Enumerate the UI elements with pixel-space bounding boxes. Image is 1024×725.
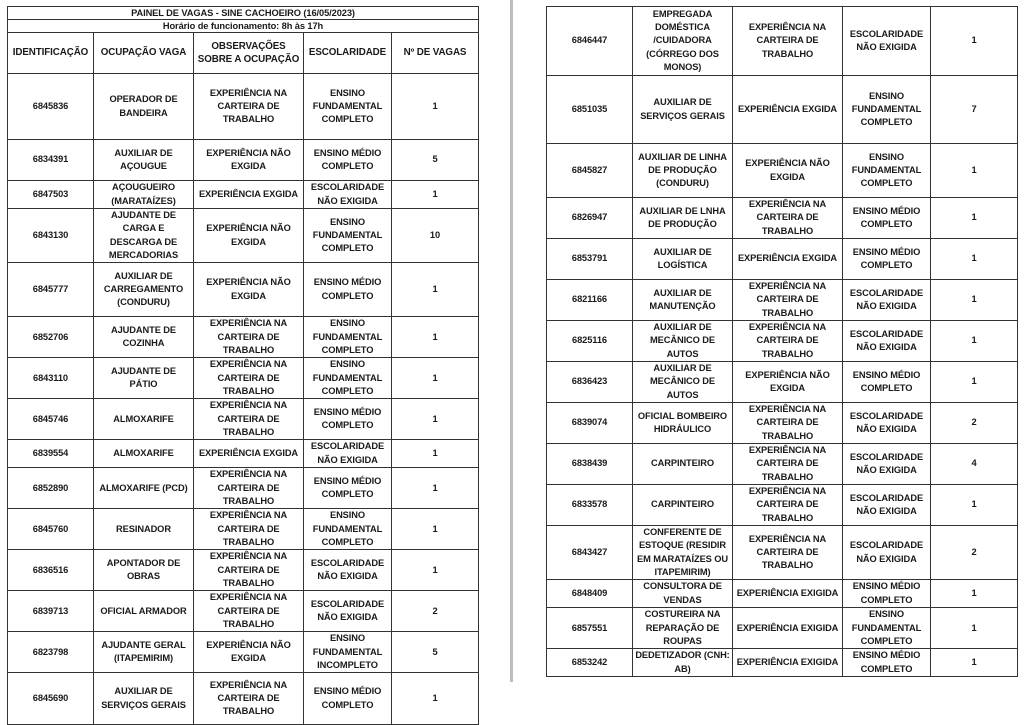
cell-id: 6843110 (8, 358, 94, 399)
cell-occupation: RESINADOR (94, 509, 194, 550)
cell-occupation: CONSULTORA DE VENDAS (633, 580, 733, 608)
cell-occupation: ALMOXARIFE (94, 399, 194, 440)
cell-education: ENSINO MÉDIO COMPLETO (843, 580, 931, 608)
cell-occupation: AUXILIAR DE MECÂNICO DE AUTOS (633, 362, 733, 403)
cell-notes: EXPERIÊNCIA NA CARTEIRA DE TRABALHO (733, 526, 843, 580)
cell-vacancies: 1 (392, 550, 479, 591)
cell-notes: EXPERIÊNCIA EXIGIDA (733, 649, 843, 677)
cell-occupation: AUXILIAR DE LINHA DE PRODUÇÃO (CONDURU) (633, 144, 733, 198)
cell-occupation: OPERADOR DE BANDEIRA (94, 74, 194, 140)
cell-id: 6852890 (8, 468, 94, 509)
cell-occupation: AUXILIAR DE LOGÍSTICA (633, 239, 733, 280)
cell-id: 6845760 (8, 509, 94, 550)
table-row (547, 198, 1018, 239)
cell-notes: EXPERIÊNCIA NA CARTEIRA DE TRABALHO (194, 509, 304, 550)
cell-education: ESCOLARIDADE NÃO EXIGIDA (843, 280, 931, 321)
cell-notes: EXPERIÊNCIA NA CARTEIRA DE TRABALHO (194, 358, 304, 399)
cell-notes: EXPERIÊNCIA NÃO EXGIDA (194, 209, 304, 263)
table-row (547, 444, 1018, 485)
cell-notes: EXPERIÊNCIA NÃO EXGIDA (733, 144, 843, 198)
cell-education: ESCOLARIDADE NÃO EXIGIDA (843, 444, 931, 485)
cell-vacancies: 4 (931, 444, 1018, 485)
cell-occupation: AUXILIAR DE MECÂNICO DE AUTOS (633, 321, 733, 362)
cell-id: 6825116 (547, 321, 633, 362)
cell-notes: EXPERIÊNCIA EXGIDA (194, 440, 304, 468)
cell-education: ESCOLARIDADE NÃO EXIGIDA (843, 321, 931, 362)
cell-occupation: AÇOUGUEIRO (MARATAÍZES) (94, 181, 194, 209)
cell-notes: EXPERIÊNCIA EXGIDA (733, 76, 843, 144)
cell-id: 6838439 (547, 444, 633, 485)
cell-education: ESCOLARIDADE NÃO EXIGIDA (843, 7, 931, 76)
cell-notes: EXPERIÊNCIA NA CARTEIRA DE TRABALHO (194, 74, 304, 140)
cell-education: ENSINO MÉDIO COMPLETO (304, 399, 392, 440)
cell-vacancies: 1 (392, 440, 479, 468)
table-row (547, 403, 1018, 444)
cell-vacancies: 1 (931, 280, 1018, 321)
cell-education: ESCOLARIDADE NÃO EXIGIDA (304, 440, 392, 468)
cell-occupation: CARPINTEIRO (633, 485, 733, 526)
cell-vacancies: 5 (392, 632, 479, 673)
cell-notes: EXPERIÊNCIA EXIGIDA (733, 580, 843, 608)
cell-notes: EXPERIÊNCIA NA CARTEIRA DE TRABALHO (733, 321, 843, 362)
table-row (547, 580, 1018, 608)
cell-education: ESCOLARIDADE NÃO EXIGIDA (843, 526, 931, 580)
cell-notes: EXPERIÊNCIA NA CARTEIRA DE TRABALHO (194, 673, 304, 725)
cell-notes: EXPERIÊNCIA NA CARTEIRA DE TRABALHO (194, 399, 304, 440)
cell-occupation: APONTADOR DE OBRAS (94, 550, 194, 591)
table-row (8, 550, 479, 591)
cell-id: 6833578 (547, 485, 633, 526)
col-header-education: ESCOLARIDADE (304, 33, 392, 74)
cell-notes: EXPERIÊNCIA NA CARTEIRA DE TRABALHO (733, 280, 843, 321)
cell-id: 6834391 (8, 140, 94, 181)
cell-id: 6853242 (547, 649, 633, 677)
page-right (546, 6, 1018, 677)
col-header-vacancies: Nº DE VAGAS (392, 33, 479, 74)
cell-notes: EXPERIÊNCIA NA CARTEIRA DE TRABALHO (733, 198, 843, 239)
cell-occupation: COSTUREIRA NA REPARAÇÃO DE ROUPAS (633, 608, 733, 649)
cell-occupation: AUXILIAR DE SERVIÇOS GERAIS (94, 673, 194, 725)
cell-vacancies: 2 (931, 403, 1018, 444)
cell-id: 6845690 (8, 673, 94, 725)
cell-education: ESCOLARIDADE NÃO EXIGIDA (304, 181, 392, 209)
cell-education: ESCOLARIDADE NÃO EXIGIDA (304, 591, 392, 632)
table-row (8, 673, 479, 725)
cell-vacancies: 1 (931, 580, 1018, 608)
table-row (547, 649, 1018, 677)
cell-notes: EXPERIÊNCIA NA CARTEIRA DE TRABALHO (733, 7, 843, 76)
cell-occupation: AUXILIAR DE SERVIÇOS GERAIS (633, 76, 733, 144)
cell-education: ENSINO FUNDAMENTAL COMPLETO (304, 209, 392, 263)
table-row (547, 485, 1018, 526)
cell-id: 6836516 (8, 550, 94, 591)
cell-notes: EXPERIÊNCIA NA CARTEIRA DE TRABALHO (194, 550, 304, 591)
cell-notes: EXPERIÊNCIA NA CARTEIRA DE TRABALHO (733, 403, 843, 444)
table-row (547, 362, 1018, 403)
cell-vacancies: 1 (931, 362, 1018, 403)
cell-id: 6853791 (547, 239, 633, 280)
cell-vacancies: 1 (931, 239, 1018, 280)
cell-education: ENSINO FUNDAMENTAL COMPLETO (843, 144, 931, 198)
cell-education: ENSINO FUNDAMENTAL COMPLETO (843, 608, 931, 649)
table-row (547, 7, 1018, 76)
cell-vacancies: 1 (392, 673, 479, 725)
cell-notes: EXPERIÊNCIA EXGIDA (194, 181, 304, 209)
cell-id: 6843130 (8, 209, 94, 263)
cell-vacancies: 1 (392, 358, 479, 399)
cell-notes: EXPERIÊNCIA NÃO EXGIDA (194, 140, 304, 181)
cell-education: ESCOLARIDADE NÃO EXIGIDA (304, 550, 392, 591)
cell-education: ESCOLARIDADE NÃO EXIGIDA (843, 485, 931, 526)
cell-education: ENSINO MÉDIO COMPLETO (843, 362, 931, 403)
cell-id: 6826947 (547, 198, 633, 239)
table-body-left (8, 74, 479, 725)
cell-occupation: OFICIAL BOMBEIRO HIDRÁULICO (633, 403, 733, 444)
cell-education: ENSINO MÉDIO COMPLETO (843, 649, 931, 677)
cell-vacancies: 1 (931, 649, 1018, 677)
opening-hours: Horário de funcionamento: 8h às 17h (8, 20, 479, 33)
table-row (8, 358, 479, 399)
cell-notes: EXPERIÊNCIA NÃO EXGIDA (194, 263, 304, 317)
table-body-right (547, 7, 1018, 677)
cell-occupation: AJUDANTE GERAL (ITAPEMIRIM) (94, 632, 194, 673)
cell-occupation: AUXILIAR DE LNHA DE PRODUÇÃO (633, 198, 733, 239)
cell-notes: EXPERIÊNCIA NÃO EXGIDA (733, 362, 843, 403)
table-row (547, 608, 1018, 649)
cell-id: 6823798 (8, 632, 94, 673)
table-row (547, 321, 1018, 362)
cell-id: 6846447 (547, 7, 633, 76)
cell-id: 6843427 (547, 526, 633, 580)
table-row (8, 440, 479, 468)
table-row (8, 632, 479, 673)
cell-vacancies: 7 (931, 76, 1018, 144)
cell-education: ENSINO FUNDAMENTAL INCOMPLETO (304, 632, 392, 673)
cell-education: ENSINO MÉDIO COMPLETO (304, 263, 392, 317)
cell-id: 6851035 (547, 76, 633, 144)
cell-occupation: ALMOXARIFE (PCD) (94, 468, 194, 509)
cell-vacancies: 1 (392, 399, 479, 440)
table-row (547, 526, 1018, 580)
cell-notes: EXPERIÊNCIA NA CARTEIRA DE TRABALHO (194, 317, 304, 358)
cell-education: ESCOLARIDADE NÃO EXIGIDA (843, 403, 931, 444)
cell-education: ENSINO FUNDAMENTAL COMPLETO (304, 317, 392, 358)
cell-occupation: CARPINTEIRO (633, 444, 733, 485)
cell-education: ENSINO FUNDAMENTAL COMPLETO (843, 76, 931, 144)
cell-vacancies: 1 (392, 74, 479, 140)
table-row (8, 181, 479, 209)
page-divider (510, 0, 513, 682)
cell-id: 6848409 (547, 580, 633, 608)
table-row (547, 239, 1018, 280)
page-left (7, 6, 479, 725)
col-header-id: IDENTIFICAÇÃO (8, 33, 94, 74)
cell-notes: EXPERIÊNCIA EXGIDA (733, 239, 843, 280)
cell-vacancies: 10 (392, 209, 479, 263)
col-header-occupation: OCUPAÇÃO VAGA (94, 33, 194, 74)
cell-id: 6839554 (8, 440, 94, 468)
cell-id: 6847503 (8, 181, 94, 209)
cell-vacancies: 1 (931, 7, 1018, 76)
cell-occupation: ALMOXARIFE (94, 440, 194, 468)
cell-education: ENSINO FUNDAMENTAL COMPLETO (304, 509, 392, 550)
cell-vacancies: 1 (392, 509, 479, 550)
table-row (8, 468, 479, 509)
cell-education: ENSINO MÉDIO COMPLETO (304, 468, 392, 509)
cell-vacancies: 1 (931, 608, 1018, 649)
table-row (8, 74, 479, 140)
cell-occupation: AJUDANTE DE CARGA E DESCARGA DE MERCADORIAS (94, 209, 194, 263)
cell-vacancies: 1 (931, 321, 1018, 362)
cell-id: 6857551 (547, 608, 633, 649)
cell-occupation: CONFERENTE DE ESTOQUE (RESIDIR EM MARATAÍZES OU ITAPEMIRIM) (633, 526, 733, 580)
cell-occupation: OFICIAL ARMADOR (94, 591, 194, 632)
cell-vacancies: 1 (392, 181, 479, 209)
cell-notes: EXPERIÊNCIA NA CARTEIRA DE TRABALHO (194, 468, 304, 509)
table-row (8, 263, 479, 317)
cell-id: 6839713 (8, 591, 94, 632)
cell-education: ENSINO MÉDIO COMPLETO (304, 673, 392, 725)
cell-education: ENSINO MÉDIO COMPLETO (843, 198, 931, 239)
table-row (547, 76, 1018, 144)
cell-occupation: AJUDANTE DE COZINHA (94, 317, 194, 358)
vacancies-table-right (546, 6, 1018, 677)
cell-notes: EXPERIÊNCIA NA CARTEIRA DE TRABALHO (733, 485, 843, 526)
cell-id: 6852706 (8, 317, 94, 358)
cell-id: 6836423 (547, 362, 633, 403)
cell-notes: EXPERIÊNCIA NÃO EXGIDA (194, 632, 304, 673)
cell-vacancies: 1 (931, 485, 1018, 526)
table-row (547, 280, 1018, 321)
table-row (8, 591, 479, 632)
col-header-notes: OBSERVAÇÕES SOBRE A OCUPAÇÃO (194, 33, 304, 74)
table-title: PAINEL DE VAGAS - SINE CACHOEIRO (16/05/2023) (8, 7, 479, 20)
cell-id: 6839074 (547, 403, 633, 444)
table-row (8, 317, 479, 358)
cell-vacancies: 1 (931, 198, 1018, 239)
cell-id: 6845827 (547, 144, 633, 198)
table-row (8, 509, 479, 550)
vacancies-table-left (7, 6, 479, 725)
cell-notes: EXPERIÊNCIA EXIGIDA (733, 608, 843, 649)
cell-id: 6821166 (547, 280, 633, 321)
cell-occupation: DEDETIZADOR (CNH: AB) (633, 649, 733, 677)
cell-occupation: AUXILIAR DE CARREGAMENTO (CONDURU) (94, 263, 194, 317)
table-row (8, 209, 479, 263)
cell-occupation: AUXILIAR DE MANUTENÇÃO (633, 280, 733, 321)
table-row (8, 399, 479, 440)
cell-notes: EXPERIÊNCIA NA CARTEIRA DE TRABALHO (733, 444, 843, 485)
cell-vacancies: 1 (392, 263, 479, 317)
cell-education: ENSINO MÉDIO COMPLETO (843, 239, 931, 280)
cell-occupation: AUXILIAR DE AÇOUGUE (94, 140, 194, 181)
cell-vacancies: 2 (392, 591, 479, 632)
cell-vacancies: 5 (392, 140, 479, 181)
cell-vacancies: 1 (931, 144, 1018, 198)
cell-id: 6845836 (8, 74, 94, 140)
cell-occupation: EMPREGADA DOMÉSTICA /CUIDADORA (CÓRREGO DOS MONOS) (633, 7, 733, 76)
cell-id: 6845777 (8, 263, 94, 317)
cell-occupation: AJUDANTE DE PÁTIO (94, 358, 194, 399)
cell-vacancies: 2 (931, 526, 1018, 580)
cell-notes: EXPERIÊNCIA NA CARTEIRA DE TRABALHO (194, 591, 304, 632)
cell-education: ENSINO FUNDAMENTAL COMPLETO (304, 74, 392, 140)
cell-vacancies: 1 (392, 317, 479, 358)
table-row (8, 140, 479, 181)
cell-id: 6845746 (8, 399, 94, 440)
cell-education: ENSINO FUNDAMENTAL COMPLETO (304, 358, 392, 399)
table-row (547, 144, 1018, 198)
cell-vacancies: 1 (392, 468, 479, 509)
cell-education: ENSINO MÉDIO COMPLETO (304, 140, 392, 181)
